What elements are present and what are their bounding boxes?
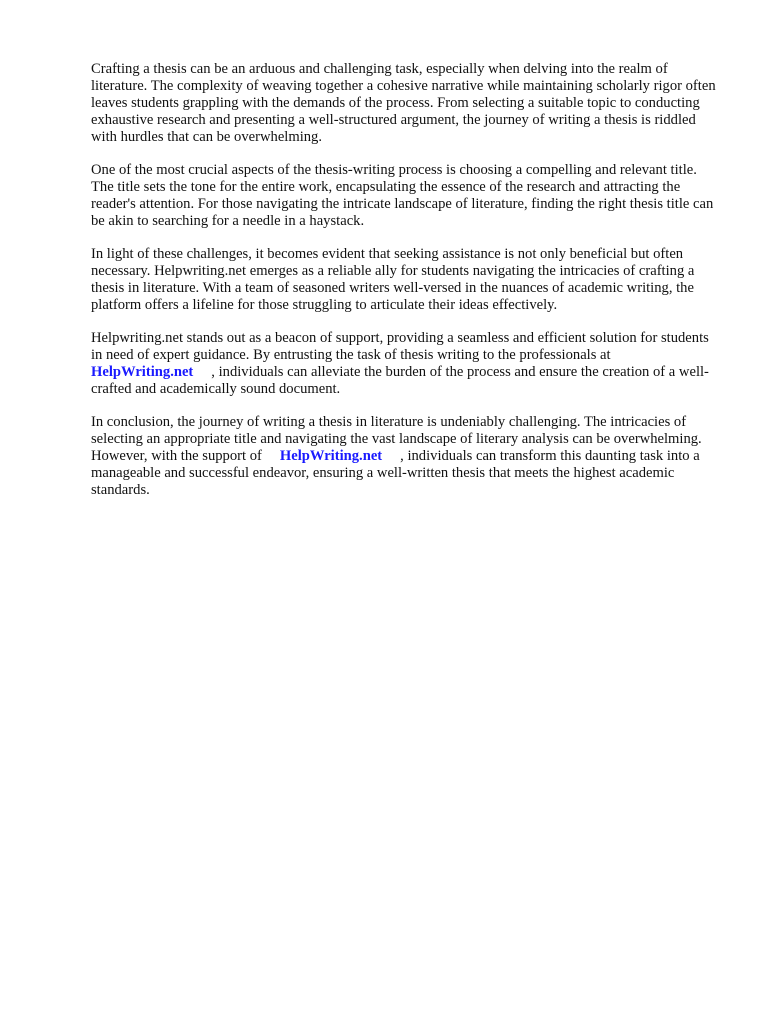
paragraph-conclusion: [91, 414, 719, 499]
paragraph-helpwriting-support: [91, 330, 719, 398]
helpwriting-link[interactable]: HelpWriting.net: [91, 364, 194, 380]
paragraph-text-before-link: Helpwriting.net stands out as a beacon of support, providing a seamless and efficient solution for students in need of expert guidance. By entrusting the task of thesis writing to the professionals at: [91, 330, 709, 363]
paragraph-text-after-link: , individuals can alleviate the burden of the process and ensure the creation of a well-crafted and academically sound document.: [91, 364, 709, 397]
paragraph-text-after-link: , individuals can transform this daunting task into a manageable and successful endeavor, ensuring a well-written thesis that meets the highest academic standards.: [91, 448, 700, 498]
paragraph-title-importance: One of the most crucial aspects of the thesis-writing process is choosing a compelling and relevant title. The title sets the tone for the entire work, encapsulating the essence of the research and attracting the reader's attention. For those navigating the intricate landscape of literature, finding the right thesis title can be akin to searching for a needle in a haystack.: [91, 162, 714, 229]
helpwriting-link[interactable]: HelpWriting.net: [279, 448, 383, 464]
paragraph-text-before-link: In conclusion, the journey of writing a thesis in literature is undeniably challenging. The intricacies of selecting an appropriate title and navigating the vast landscape of literary analysis can be overwhelming. However, with the support of: [91, 414, 702, 464]
document-body: [91, 61, 719, 515]
paragraph-seeking-assistance: In light of these challenges, it becomes evident that seeking assistance is not only beneficial but often necessary. Helpwriting.net emerges as a reliable ally for students navigating the intricacies of crafting a thesis in literature. With a team of seasoned writers well-versed in the nuances of academic writing, the platform offers a lifeline for those struggling to articulate their ideas effectively.: [91, 246, 695, 313]
paragraph-intro: Crafting a thesis can be an arduous and challenging task, especially when delving into the realm of literature. The complexity of weaving together a cohesive narrative while maintaining scholarly rigor often leaves students grappling with the demands of the process. From selecting a suitable topic to conducting exhaustive research and presenting a well-structured argument, the journey of writing a thesis is riddled with hurdles that can be overwhelming.: [91, 61, 716, 145]
